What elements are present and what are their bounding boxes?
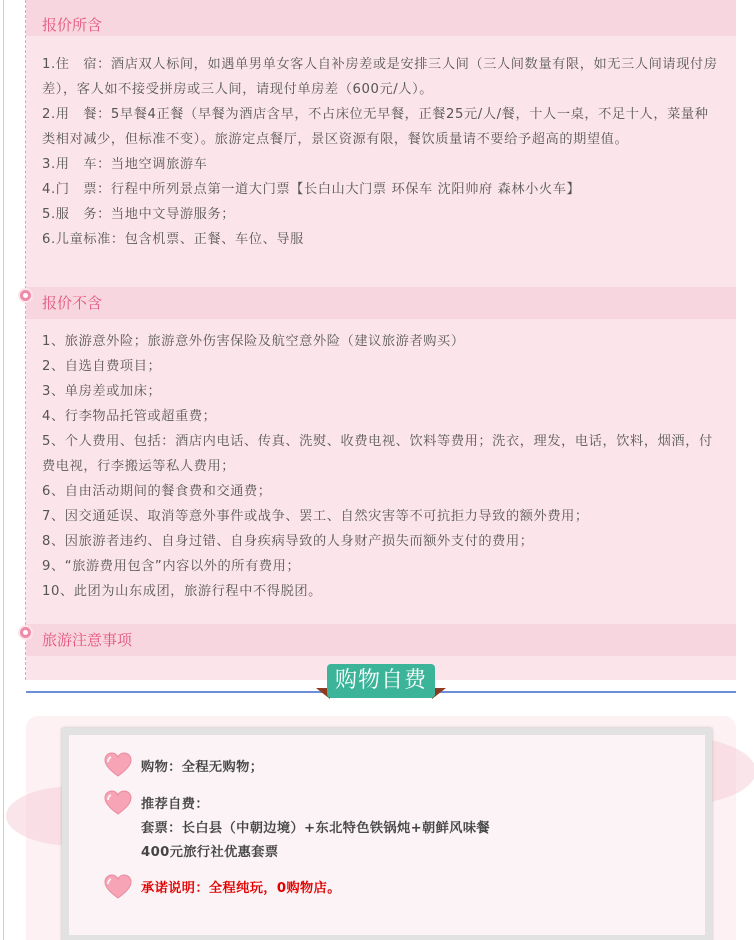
timeline-line xyxy=(25,0,26,680)
timeline-dot-icon xyxy=(20,290,31,301)
shopping-recommend-title: 推荐自费： xyxy=(141,797,209,812)
shopping-badge-label: 购物自费 xyxy=(327,664,435,698)
heart-icon xyxy=(104,752,132,778)
timeline-dot-icon xyxy=(20,627,31,638)
excluded-item: 8、因旅游者违约、自身过错、自身疾病导致的人身财产损失而额外支付的费用； xyxy=(42,534,534,549)
shopping-package-price: 400元旅行社优惠套票 xyxy=(141,845,279,860)
shopping-package: 套票：长白县（中朝边境）+东北特色铁锅炖+朝鲜风味餐 xyxy=(141,821,490,836)
heart-icon xyxy=(104,790,132,816)
excluded-item: 4、行李物品托管或超重费； xyxy=(42,409,217,424)
included-item: 4.门 票：行程中所列景点第一道大门票【长白山大门票 环保车 沈阳帅府 森林小火车】 xyxy=(42,182,581,197)
included-item: 5.服 务：当地中文导游服务； xyxy=(42,207,236,222)
included-item: 3.用 车：当地空调旅游车 xyxy=(42,157,208,172)
excluded-item: 10、此团为山东成团，旅游行程中不得脱团。 xyxy=(42,584,322,599)
shopping-promise: 承诺说明：全程纯玩，0购物店。 xyxy=(141,881,341,896)
excluded-list xyxy=(42,329,722,604)
outer-border xyxy=(3,0,4,940)
section-header-excluded xyxy=(26,287,736,319)
shopping-badge xyxy=(316,664,446,704)
section-title-included: 报价所含 xyxy=(42,16,103,34)
included-item: 1.住 宿：酒店双人标间，如遇单男单女客人自补房差或是安排三人间（三人间数量有限，如无三人间请现付房差），客人如不接受拼房或三人间，请现付单房差（600元/人）。 xyxy=(42,57,718,97)
section-title-notes: 旅游注意事项 xyxy=(42,631,133,649)
included-item: 2.用 餐：5早餐4正餐（早餐为酒店含早，不占床位无早餐，正餐25元/人/餐，十人一桌，不足十人，菜量种类相对减少，但标准不变）。旅游定点餐厅，景区资源有限，餐饮质量请不要给予超高的期望值。 xyxy=(42,107,709,147)
heart-icon xyxy=(104,874,132,900)
excluded-item: 5、个人费用、包括：酒店内电话、传真、洗熨、收费电视、饮料等费用；洗衣，理发，电话，饮料，烟酒，付费电视，行李搬运等私人费用； xyxy=(42,434,713,474)
excluded-item: 2、自选自费项目； xyxy=(42,359,162,374)
shopping-item-none: 购物：全程无购物； xyxy=(141,760,264,775)
excluded-item: 7、因交通延误、取消等意外事件或战争、罢工、自然灾害等不可抗拒力导致的额外费用； xyxy=(42,509,589,524)
section-header-included xyxy=(26,0,736,36)
included-list xyxy=(42,52,722,252)
excluded-item: 6、自由活动期间的餐食费和交通费； xyxy=(42,484,272,499)
excluded-item: 3、单房差或加床； xyxy=(42,384,162,399)
section-header-notes xyxy=(26,624,736,656)
excluded-item: 1、旅游意外险；旅游意外伤害保险及航空意外险（建议旅游者购买） xyxy=(42,334,465,349)
excluded-item: 9、“旅游费用包含”内容以外的所有费用； xyxy=(42,559,301,574)
section-title-excluded: 报价不含 xyxy=(42,294,103,312)
included-item: 6.儿童标准：包含机票、正餐、车位、导服 xyxy=(42,232,304,247)
